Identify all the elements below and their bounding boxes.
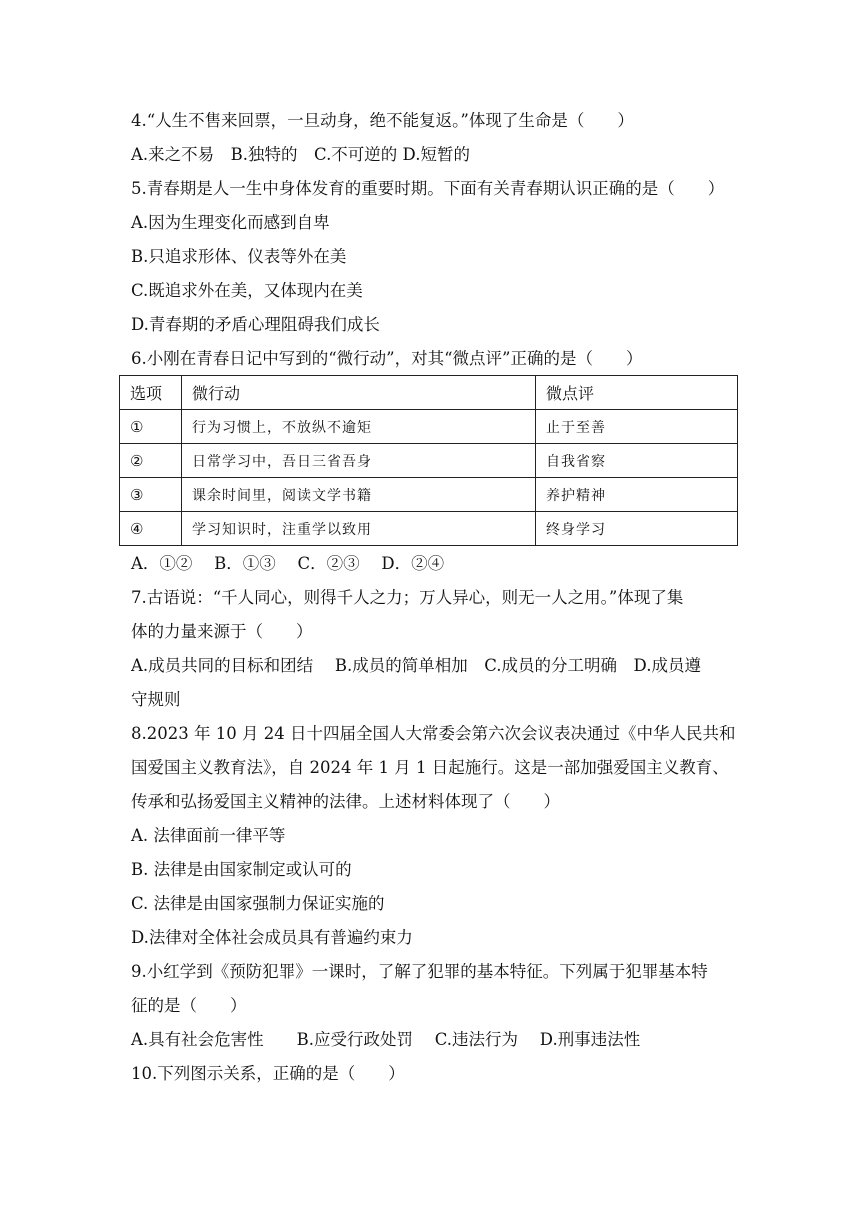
table-header-row <box>120 376 738 410</box>
q5-option-b: B.只追求形体、仪表等外在美 <box>131 247 347 266</box>
q6-table <box>119 375 738 546</box>
q6-options: A．①② B．①③ C．②③ D．②④ <box>131 554 445 573</box>
row-option: ① <box>120 410 182 444</box>
q8-stem-line3: 传承和弘扬爱国主义精神的法律。上述材料体现了（ ） <box>131 792 560 811</box>
table-row <box>120 410 738 444</box>
row-action: 课余时间里，阅读文学书籍 <box>182 478 536 512</box>
q8-stem-line2: 国爱国主义教育法》，自 2024 年 1 月 1 日起施行。这是一部加强爱国主义教育、 <box>131 758 729 777</box>
q7-options-line2: 守规则 <box>131 690 181 709</box>
q7-options-line1: A.成员共同的目标和团结 B.成员的简单相加 C.成员的分工明确 D.成员遵 <box>131 656 701 675</box>
q8-option-d: D.法律对全体社会成员具有普遍约束力 <box>131 928 413 947</box>
row-option: ④ <box>120 512 182 546</box>
q4-stem: 4.“人生不售来回票，一旦动身，绝不能复返。”体现了生命是（ ） <box>131 111 634 130</box>
row-comment: 止于至善 <box>536 410 738 444</box>
row-comment: 自我省察 <box>536 444 738 478</box>
row-comment: 养护精神 <box>536 478 738 512</box>
q4-options: A.来之不易 B.独特的 C.不可逆的 D.短暂的 <box>131 145 470 164</box>
q8-option-c: C. 法律是由国家强制力保证实施的 <box>131 894 385 913</box>
q7-stem-line2: 体的力量来源于（ ） <box>131 622 313 641</box>
q8-option-a: A. 法律面前一律平等 <box>131 826 286 845</box>
q5-option-d: D.青春期的矛盾心理阻碍我们成长 <box>131 315 380 334</box>
row-comment: 终身学习 <box>536 512 738 546</box>
q8-option-b: B. 法律是由国家制定或认可的 <box>131 860 352 879</box>
header-option: 选项 <box>120 376 182 410</box>
table-row <box>120 512 738 546</box>
row-option: ② <box>120 444 182 478</box>
q5-stem: 5.青春期是人一生中身体发育的重要时期。下面有关青春期认识正确的是（ ） <box>131 179 725 198</box>
row-action: 行为习惯上，不放纵不逾矩 <box>182 410 536 444</box>
header-comment: 微点评 <box>536 376 738 410</box>
q10-stem: 10.下列图示关系，正确的是（ ） <box>131 1064 405 1083</box>
q6-stem: 6.小刚在青春日记中写到的“微行动”，对其“微点评”正确的是（ ） <box>131 349 643 368</box>
q8-stem-line1: 8.2023 年 10 月 24 日十四届全国人大常委会第六次会议表决通过《中华人民共和 <box>131 724 736 743</box>
header-action: 微行动 <box>182 376 536 410</box>
q7-stem-line1: 7.古语说：“千人同心，则得千人之力；万人异心，则无一人之用。”体现了集 <box>131 588 684 607</box>
row-action: 日常学习中，吾日三省吾身 <box>182 444 536 478</box>
q9-stem-line1: 9.小红学到《预防犯罪》一课时，了解了犯罪的基本特征。下列属于犯罪基本特 <box>131 962 708 981</box>
row-action: 学习知识时，注重学以致用 <box>182 512 536 546</box>
q9-stem-line2: 征的是（ ） <box>131 996 247 1015</box>
row-option: ③ <box>120 478 182 512</box>
q5-option-c: C.既追求外在美，又体现内在美 <box>131 281 363 300</box>
q5-option-a: A.因为生理变化而感到自卑 <box>131 213 330 232</box>
q9-options: A.具有社会危害性 B.应受行政处罚 C.违法行为 D.刑事违法性 <box>131 1030 641 1049</box>
table-row <box>120 444 738 478</box>
table-row <box>120 478 738 512</box>
